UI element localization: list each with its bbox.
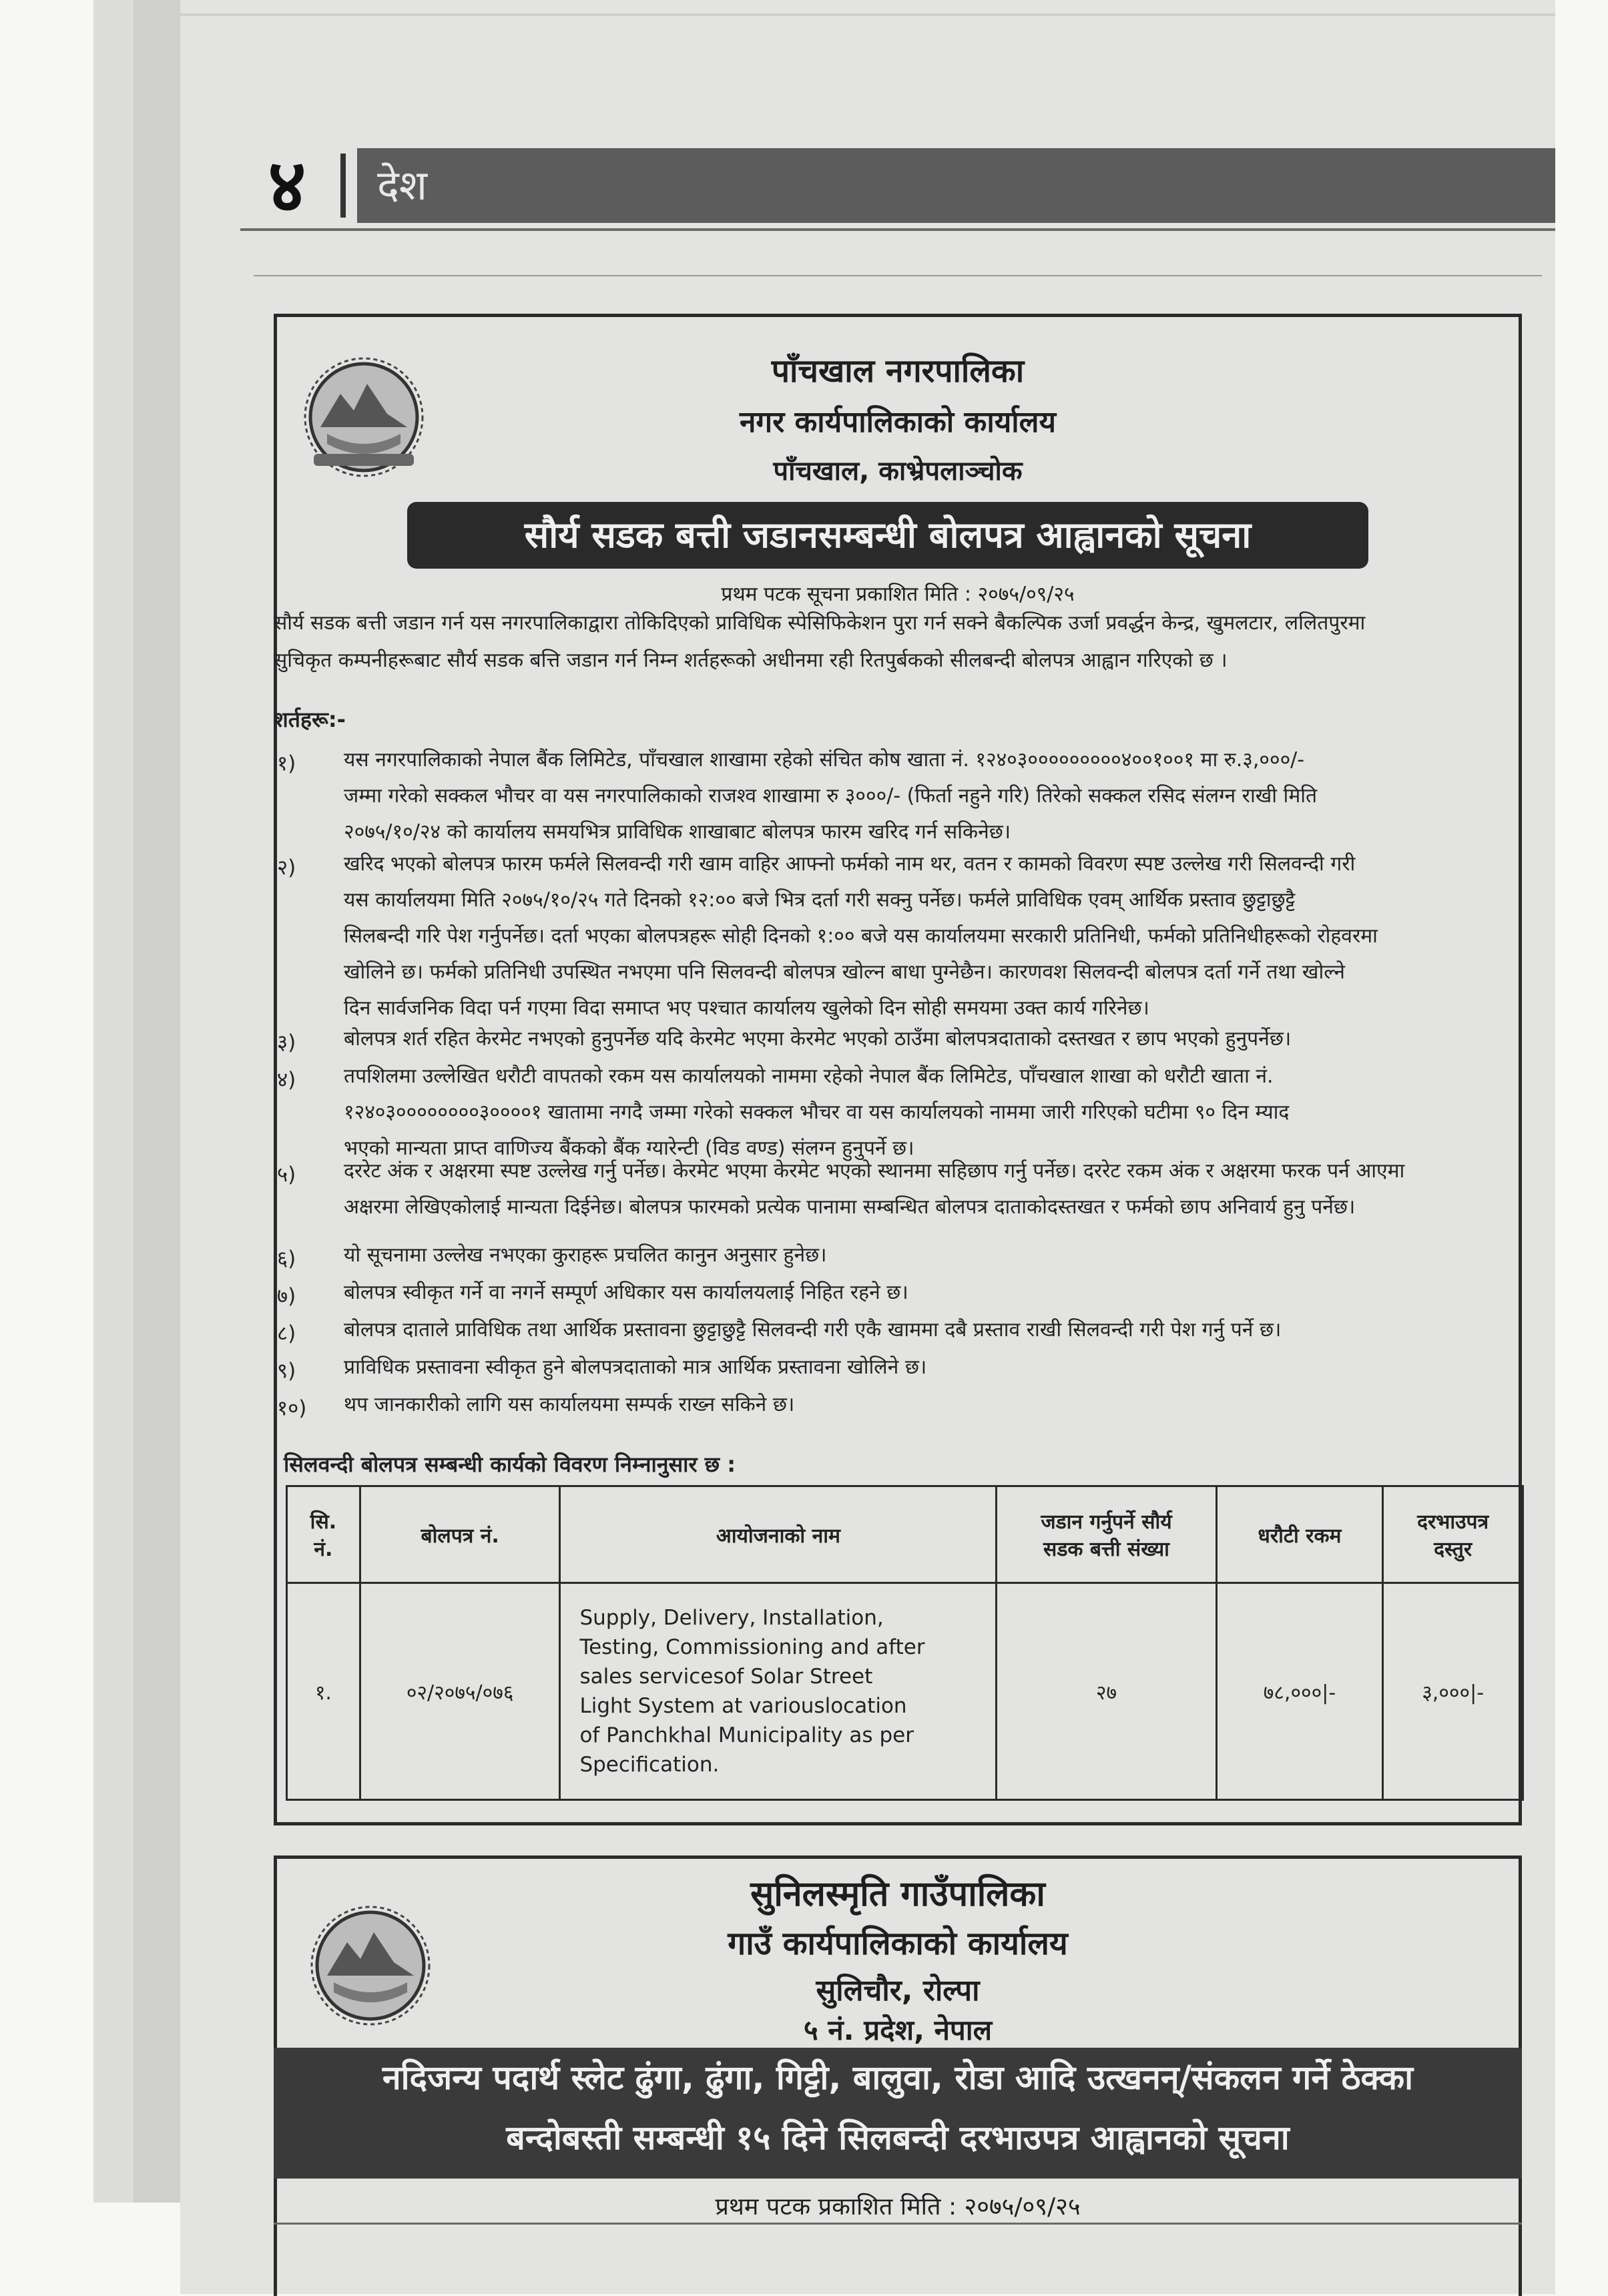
cell-fee: ३,०००|- bbox=[1383, 1583, 1523, 1800]
header-rule bbox=[240, 228, 1555, 231]
header-count: जडान गर्नुपर्ने सौर्य सडक बत्ती संख्या bbox=[997, 1486, 1216, 1583]
province: ५ नं. प्रदेश, नेपाल bbox=[803, 2014, 993, 2046]
term-line: यस कार्यालयमा मिति २०७५/१०/२५ गते दिनको १२:०० बजे भित्र दर्ता गरी सक्नु पर्नेछ। फर्मले प्राविधिक एवम् आर्थिक प्रस्ताव छुट्टाछुट्टै bbox=[344, 888, 1296, 912]
header-bid-no: बोलपत्र नं. bbox=[360, 1486, 560, 1583]
org-name: पाँचखाल नगरपालिका bbox=[771, 352, 1025, 390]
publish-date-2: प्रथम पटक प्रकाशित मिति : २०७५/०९/२५ bbox=[715, 2193, 1081, 2221]
table-header-row bbox=[287, 1486, 1523, 1583]
page-fold bbox=[180, 13, 1555, 16]
term-line: यस नगरपालिकाको नेपाल बैंक लिमिटेड, पाँचखाल शाखामा रहेको संचित कोष खाता नं. १२४०३०००००००००४००१००१ मा रु.३,०००/- bbox=[344, 748, 1305, 772]
publish-date: प्रथम पटक सूचना प्रकाशित मिति : २०७५/०९/२५ bbox=[721, 583, 1075, 606]
cell-bid-no: ०२/२०७५/०७६ bbox=[360, 1583, 560, 1800]
notice-title: सौर्य सडक बत्ती जडानसम्बन्धी बोलपत्र आह्वानको सूचना bbox=[407, 502, 1368, 569]
terms-heading: शर्तहरू:- bbox=[274, 707, 346, 732]
term-number: ९) bbox=[277, 1359, 296, 1383]
term-line: बोलपत्र शर्त रहित केरमेट नभएको हुनुपर्नेछ यदि केरमेट भएमा केरमेट भएको ठाउँमा बोलपत्रदाताको दस्तखत र छाप भएको हुनुपर्नेछ। bbox=[344, 1027, 1292, 1051]
page-number: ४ bbox=[268, 143, 306, 228]
page-header bbox=[240, 143, 1555, 228]
cell-deposit: ७८,०००|- bbox=[1216, 1583, 1383, 1800]
term-line: २०७५/१०/२४ को कार्यालय समयभित्र प्राविधिक शाखाबाट बोलपत्र फारम खरिद गर्न सकिनेछ। bbox=[344, 820, 1011, 844]
section-title: देश bbox=[377, 161, 428, 210]
term-number: ७) bbox=[277, 1284, 296, 1308]
office-address: पाँचखाल, काभ्रेपलाञ्चोक bbox=[773, 456, 1023, 487]
column-rule bbox=[254, 275, 1542, 276]
bottom-rule bbox=[274, 2223, 1522, 2225]
notice-title-2 bbox=[274, 2048, 1522, 2179]
term-number: १) bbox=[277, 752, 296, 776]
cell-project: Supply, Delivery, Installation, Testing, Commissioning and after sales servicesof Solar Street Light System at variouslocation of Panchkhal Municipality as per Specification. bbox=[560, 1583, 997, 1800]
term-line: १२४०३००००००००३००००१ खातामा नगदै जम्मा गरेको सक्कल भौचर वा यस कार्यालयको नाममा जारी गरिएको घटीमा ९० दिन म्याद bbox=[344, 1101, 1290, 1124]
term-number: ८) bbox=[277, 1322, 296, 1346]
cell-sn: १. bbox=[287, 1583, 360, 1800]
term-line: बोलपत्र स्वीकृत गर्ने वा नगर्ने सम्पूर्ण अधिकार यस कार्यालयलाई निहित रहने छ। bbox=[344, 1281, 908, 1304]
term-line: जम्मा गरेको सक्कल भौचर वा यस नगरपालिकाको राजश्व शाखामा रु ३०००/- (फिर्ता नहुने गरि) तिरेको सक्कल रसिद संलग्न राखी मिति bbox=[344, 784, 1318, 808]
term-number: ३) bbox=[277, 1031, 296, 1055]
term-line: थप जानकारीको लागि यस कार्यालयमा सम्पर्क राख्न सकिने छ। bbox=[344, 1393, 795, 1416]
term-line: खोलिने छ। फर्मको प्रतिनिधी उपस्थित नभएमा पनि सिलवन्दी बोलपत्र खोल्न बाधा पुग्नेछैन। कारणवश सिलवन्दी बोलपत्र दर्ता गर्ने तथा खोल्ने bbox=[344, 960, 1345, 984]
title-line: बन्दोबस्ती सम्बन्धी १५ दिने सिलबन्दी दरभाउपत्र आह्वानको सूचना bbox=[506, 2118, 1290, 2157]
header-fee: दरभाउपत्र दस्तुर bbox=[1383, 1486, 1523, 1583]
term-number: ४) bbox=[277, 1068, 296, 1092]
term-line: खरिद भएको बोलपत्र फारम फर्मले सिलवन्दी गरी खाम वाहिर आफ्नो फर्मको नाम थर, वतन र कामको विवरण स्पष्ट उल्लेख गरी सिलवन्दी गरी bbox=[344, 852, 1356, 876]
org-name-2: सुनिलस्मृति गाउँपालिका bbox=[750, 1874, 1045, 1914]
term-number: ६) bbox=[277, 1247, 296, 1271]
intro-line: सुचिकृत कम्पनीहरूबाट सौर्य सडक बत्ति जडान गर्न निम्न शर्तहरूको अधीनमा रही रितपुर्बकको सीलबन्दी बोलपत्र आह्वान गरिएको छ । bbox=[274, 649, 1228, 672]
term-line: भएको मान्यता प्राप्त वाणिज्य बैंकको बैंक ग्यारेन्टी (विड वण्ड) संलग्न हुनुपर्ने छ। bbox=[344, 1137, 914, 1160]
term-line: तपशिलमा उल्लेखित धरौटी वापतको रकम यस कार्यालयको नाममा रहेको नेपाल बैंक लिमिटेड, पाँचखाल शाखा को धरौटी खाता नं. bbox=[344, 1065, 1274, 1088]
bid-table bbox=[286, 1485, 1524, 1801]
header-deposit: धरौटी रकम bbox=[1216, 1486, 1383, 1583]
header-sn: सि. नं. bbox=[287, 1486, 360, 1583]
term-line: दिन सार्वजनिक विदा पर्न गएमा विदा समाप्त भए पश्चात कार्यालय खुलेको दिन सोही समयमा उक्त कार्य गरिनेछ। bbox=[344, 996, 1149, 1020]
term-number: २) bbox=[277, 856, 296, 880]
term-line: यो सूचनामा उल्लेख नभएका कुराहरू प्रचलित कानुन अनुसार हुनेछ। bbox=[344, 1243, 827, 1267]
section-bar bbox=[357, 148, 1555, 223]
title-line: नदिजन्य पदार्थ स्लेट ढुंगा, ढुंगा, गिट्टी, बालुवा, रोडा आदि उत्खनन्/संकलन गर्ने ठेक्का bbox=[382, 2058, 1414, 2097]
term-number: ५) bbox=[277, 1163, 296, 1187]
header-divider bbox=[340, 154, 346, 218]
cell-count: २७ bbox=[997, 1583, 1216, 1800]
paper-edge bbox=[133, 0, 180, 2203]
header-project: आयोजनाको नाम bbox=[560, 1486, 997, 1583]
office-address-2: सुलिचौर, रोल्पा bbox=[816, 1974, 980, 2008]
table-row bbox=[287, 1583, 1523, 1800]
term-line: अक्षरमा लेखिएकोलाई मान्यता दिईनेछ। बोलपत्र फारमको प्रत्येक पानामा सम्बन्धित बोलपत्र दाताकोदस्तखत र फर्मको छाप अनिवार्य हुनु पर्नेछ। bbox=[344, 1195, 1356, 1219]
term-line: दररेट अंक र अक्षरमा स्पष्ट उल्लेख गर्नु पर्नेछ। केरमेट भएमा केरमेट भएको स्थानमा सहिछाप गर्नु पर्नेछ। दररेट रकम अंक र अक्षरमा फरक पर्न आएमा bbox=[344, 1159, 1405, 1183]
office-name: नगर कार्यपालिकाको कार्यालय bbox=[740, 405, 1056, 439]
term-number: १०) bbox=[277, 1396, 307, 1420]
office-name-2: गाउँ कार्यपालिकाको कार्यालय bbox=[728, 1925, 1068, 1962]
table-heading: सिलवन्दी बोलपत्र सम्बन्धी कार्यको विवरण निम्नानुसार छ : bbox=[284, 1452, 736, 1477]
term-line: प्राविधिक प्रस्तावना स्वीकृत हुने बोलपत्रदाताको मात्र आर्थिक प्रस्तावना खोलिने छ। bbox=[344, 1356, 927, 1379]
intro-text bbox=[274, 605, 1515, 679]
intro-line: सौर्य सडक बत्ती जडान गर्न यस नगरपालिकाद्वारा तोकिदिएको प्राविधिक स्पेसिफिकेशन पुरा गर्न सक्ने बैकल्पिक उर्जा प्रवर्द्धन केन्द्र, खुमलटार, ललितपुरमा bbox=[274, 611, 1366, 635]
term-line: सिलबन्दी गरि पेश गर्नुपर्नेछ। दर्ता भएका बोलपत्रहरू सोही दिनको १:०० बजे यस कार्यालयमा सरकारी प्रतिनिधी, फर्मको प्रतिनिधीहरूको रोहवरमा bbox=[344, 924, 1378, 948]
term-line: बोलपत्र दाताले प्राविधिक तथा आर्थिक प्रस्तावना छुट्टाछुट्टै सिलवन्दी गरी एकै खाममा दबै प्रस्ताव राखी सिलवन्दी गरी पेश गर्नु पर्ने छ। bbox=[344, 1318, 1282, 1342]
